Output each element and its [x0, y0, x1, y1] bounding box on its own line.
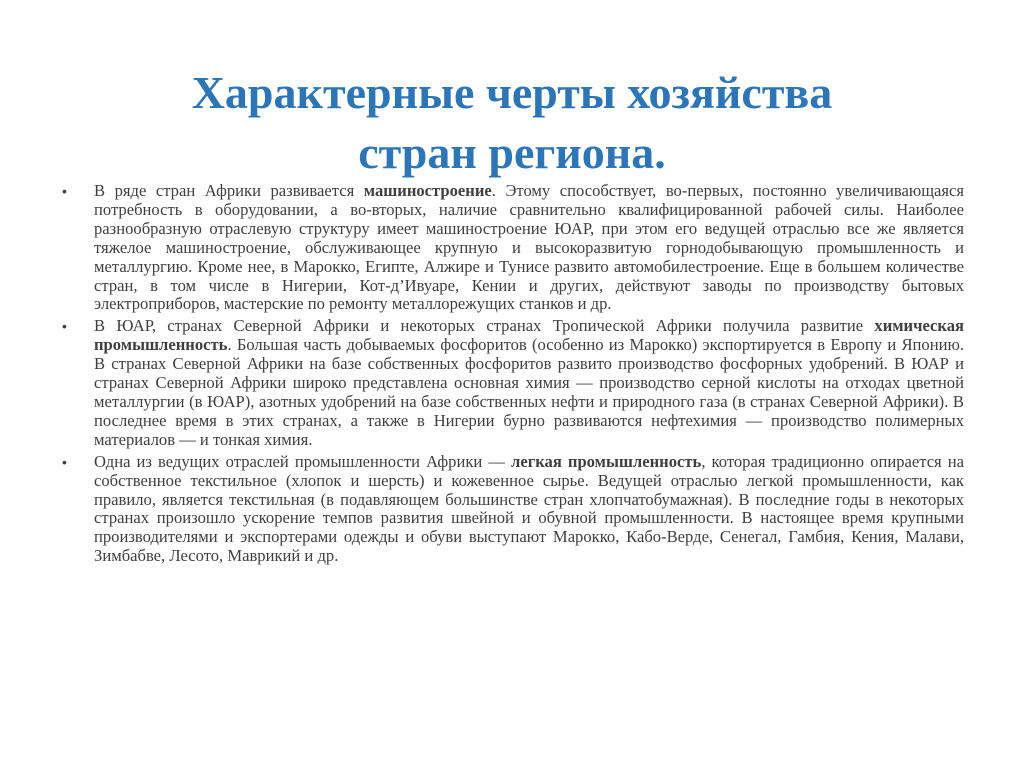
paragraph-keyword: легкая промышленность [511, 451, 702, 471]
paragraph-text-end: . Этому способствует, во-первых, постоянно увеличивающаяся потребность в оборудовании, а во-вторых, наличие сравнительно квалифицированной рабочей силы. Наиболее разнообразную отраслевую структуру имеет машиностроение ЮАР, при этом его ведущей отраслью все же является тяжелое машиностроение, обслуживающее крупную и высокоразвитую горнодобывающую промышленность и металлургию. Кроме нее, в Марокко, Египте, Алжире и Тунисе развито автомобилестроение. Еще в большем количестве стран, в том числе в Нигерии, Кот-д’Ивуаре, Кении и других, действуют заводы по производству бытовых электроприборов, мастерские по ремонту металлорежущих станков и др. [94, 181, 964, 314]
paragraph-text-start: В ряде стран Африки развивается [94, 181, 364, 200]
bullet-item-mechanical-engineering [62, 182, 964, 314]
slide-title [60, 63, 964, 183]
bullet-list [62, 182, 964, 569]
slide-title-line-1: Характерные черты хозяйства [191, 66, 833, 118]
paragraph-text-start: В ЮАР, странах Северной Африки и некоторых странах Тропической Африки получила развитие [94, 316, 875, 336]
bullet-icon: • [62, 453, 67, 470]
paragraph-keyword: химическая промышленность [94, 316, 964, 355]
slide-title-line-2: стран региона. [358, 126, 666, 178]
bullet-icon: • [62, 183, 67, 199]
paragraph-text-start: Одна из ведущих отраслей промышленности Африки — [94, 451, 512, 471]
bullet-item-chemical-industry [62, 317, 964, 449]
bullet-icon: • [62, 318, 67, 335]
paragraph-text-end: , которая традиционно опирается на собственное текстильное (хлопок и шерсть) и кожевенное сырье. Ведущей отраслью легкой промышленности, как правило, является текстильная (в подавляющем большинстве стран хлопчатобумажная). В последние годы в некоторых странах произошло ускорение темпов развития швейной и обувной промышленности. В настоящее время крупными производителями и экспортерами одежды и обуви выступают Марокко, Кабо-Верде, Сенегал, Гамбия, Кения, Малави, Зимбабве, Лесото, Маврикий и др. [94, 451, 964, 566]
paragraph-keyword: машиностроение [363, 181, 492, 200]
paragraph-text-end: . Большая часть добываемых фосфоритов (особенно из Марокко) экспортируется в Европу и Японию. В странах Северной Африки на базе собственных фосфоритов развито производство фосфорных удобрений. В ЮАР и странах Северной Африки широко представлена основная химия — производство серной кислоты на отходах цветной металлургии (в ЮАР), азотных удобрений на базе собственных нефти и природного газа (в странах Северной Африки). В последнее время в этих странах, а также в Нигерии бурно развиваются нефтехимия — производство полимерных материалов — и тонкая химия. [94, 335, 964, 449]
bullet-item-light-industry [62, 453, 964, 566]
